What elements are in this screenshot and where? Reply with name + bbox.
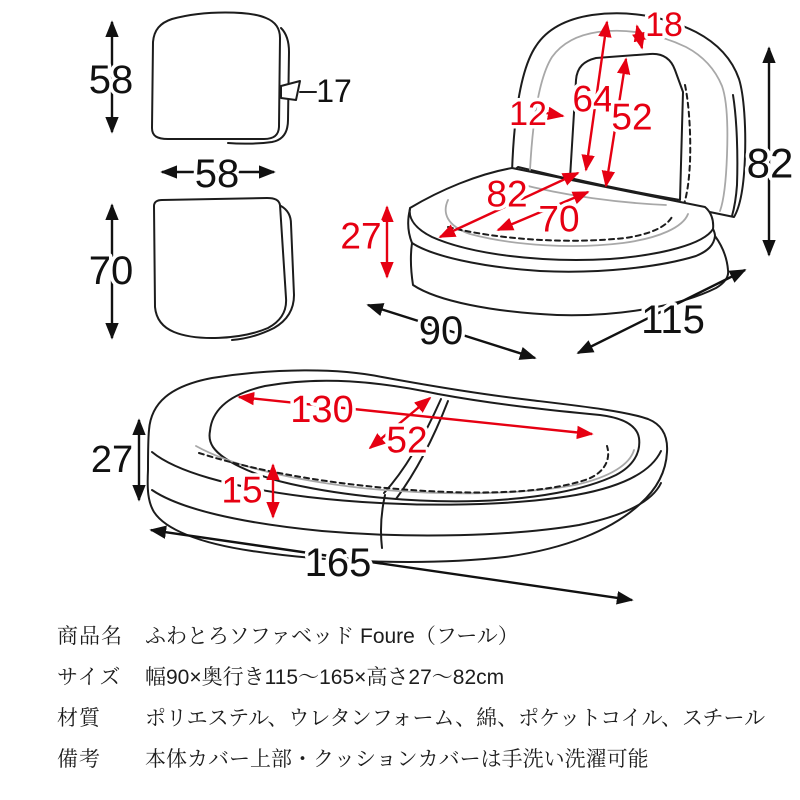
dim-seat-height-27: 27 <box>340 215 382 257</box>
dim-bed-165: 165 <box>304 541 372 585</box>
spec-row-size <box>0 655 800 696</box>
cushion-tab <box>281 81 300 100</box>
dim-tab-17: 17 <box>316 73 352 109</box>
spec-row-product-name <box>0 614 800 655</box>
spec-value-product-name: ふわとろソファベッド Foure（フール） <box>145 624 519 648</box>
dim-seat-inner-70: 70 <box>538 198 580 240</box>
dim-total-height-82: 82 <box>746 139 794 187</box>
sofa-bed-diagram <box>91 370 667 600</box>
spec-table <box>0 614 800 778</box>
spec-value-material: ポリエステル、ウレタンフォーム、綿、ポケットコイル、スチール <box>145 706 766 730</box>
dim-bed-15: 15 <box>221 469 263 511</box>
dim-back-side-12: 12 <box>509 95 547 133</box>
dim-back-top-18: 18 <box>645 6 683 44</box>
spec-row-notes <box>0 737 800 778</box>
spec-label-material: 材質 <box>57 706 101 730</box>
seat-cushion-outline <box>154 198 286 338</box>
dim-bed-52: 52 <box>386 419 428 461</box>
dim-back-inner-64: 64 <box>572 78 614 120</box>
spec-label-size: サイズ <box>57 665 122 689</box>
dim-back-cushion-width: 58 <box>194 152 240 196</box>
spec-row-material <box>0 696 800 737</box>
seat-cushion-diagram <box>89 198 294 340</box>
back-cushion-outline <box>152 13 280 140</box>
dim-seat-diag-82: 82 <box>486 173 528 215</box>
dim-back-cushion-height: 58 <box>88 58 134 102</box>
back-cushion-diagram <box>89 13 352 197</box>
dim-bed-height-27: 27 <box>90 439 134 481</box>
spec-label-product-name: 商品名 <box>57 624 123 648</box>
spec-value-size: 幅90×奥行き115〜165×高さ27〜82cm <box>145 665 505 689</box>
spec-value-notes: 本体カバー上部・クッションカバーは手洗い洗濯可能 <box>145 747 649 771</box>
dim-width-90: 90 <box>418 309 464 353</box>
dim-back-inner-52: 52 <box>611 96 653 138</box>
dim-bed-130: 130 <box>290 389 354 431</box>
dim-seat-cushion-length: 70 <box>88 249 134 293</box>
floor-chair-diagram <box>340 6 793 358</box>
spec-label-notes: 備考 <box>57 747 101 771</box>
dim-depth-115: 115 <box>641 298 705 342</box>
